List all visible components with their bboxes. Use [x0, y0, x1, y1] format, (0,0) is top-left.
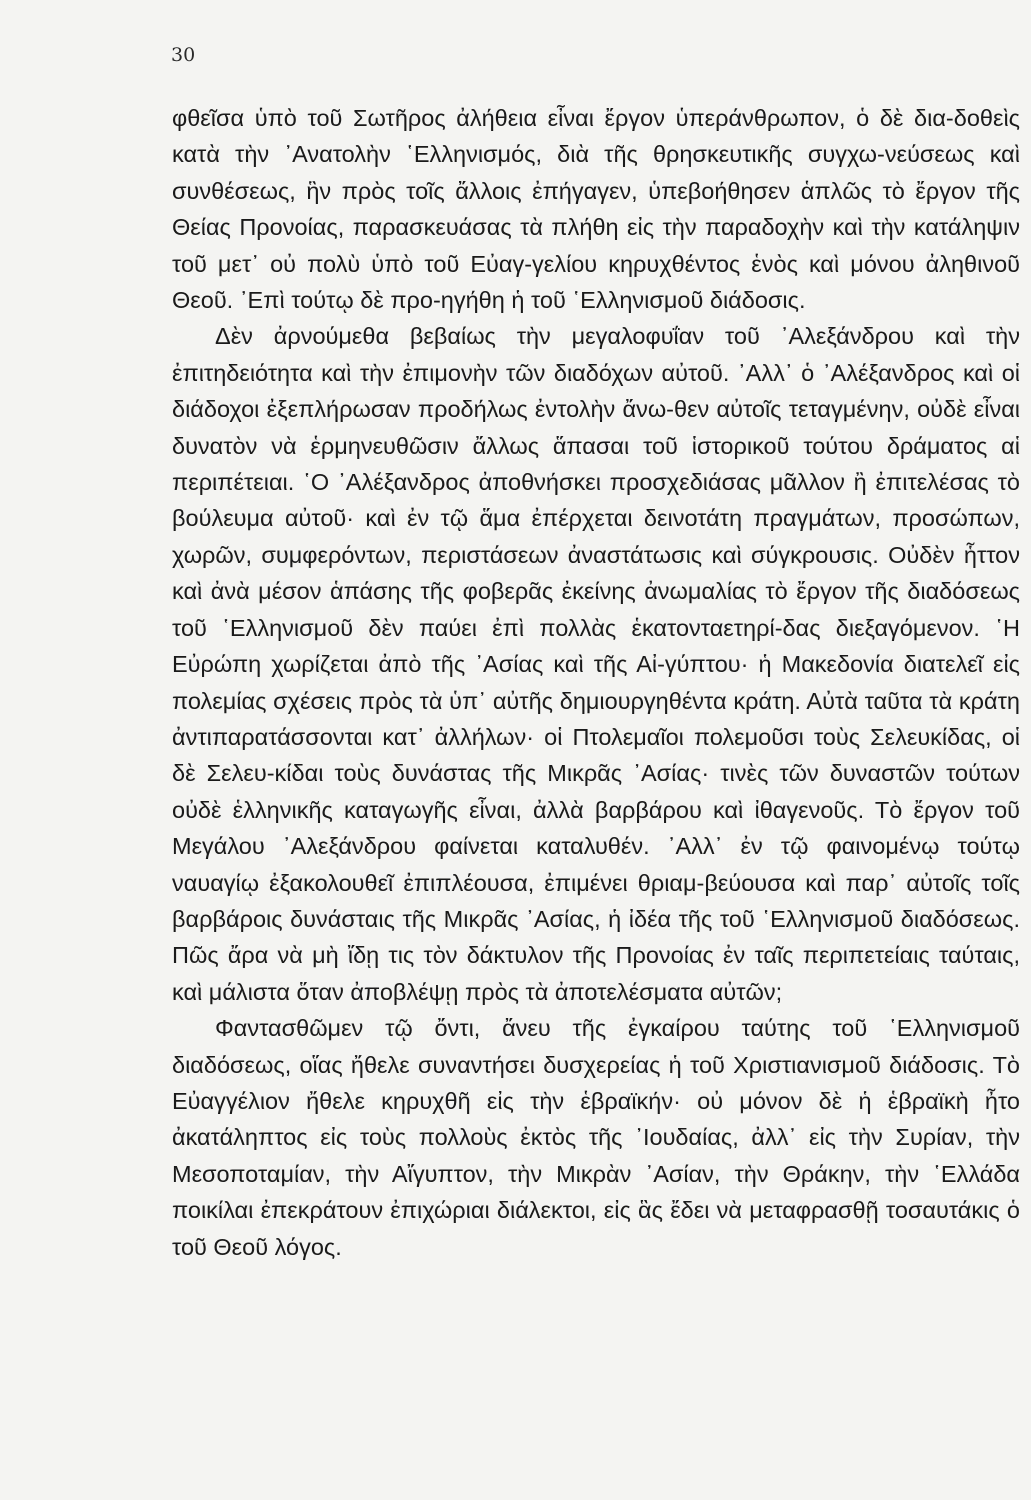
paragraph: Φαντασθῶμεν τῷ ὄντι, ἄνευ τῆς ἐγκαίρου ταύτης τοῦ ῾Ελληνισμοῦ διαδόσεως, οἵας ἤθελε συναντήσει δυσχερείας ἡ τοῦ Χριστιανισμοῦ διάδοσις. Τὸ Εὐαγγέλιον ἤθελε κηρυχθῆ εἰς τὴν ἑβραϊκήν· οὐ μόνον δὲ ἡ ἑβραϊκὴ ἦτο ἀκατάληπτος εἰς τοὺς πολλοὺς ἐκτὸς τῆς ᾿Ιουδαίας, ἀλλ᾿ εἰς τὴν Συρίαν, τὴν Μεσοποταμίαν, τὴν Αἴγυπτον, τὴν Μικρὰν ᾿Ασίαν, τὴν Θράκην, τὴν ῾Ελλάδα ποικίλαι ἐπεκράτουν ἐπιχώριαι διάλεκτοι, εἰς ἃς ἔδει νὰ μεταφρασθῇ τοσαυτάκις ὁ τοῦ Θεοῦ λόγος.	[172, 1015, 1020, 1260]
body-text	[172, 100, 1020, 1265]
page-number: 30	[171, 44, 196, 66]
paragraph: Δὲν ἀρνούμεθα βεβαίως τὴν μεγαλοφυΐαν τοῦ ᾿Αλεξάνδρου καὶ τὴν ἐπιτηδειότητα καὶ τὴν ἐπιμονὴν τῶν διαδόχων αὐτοῦ. ᾿Αλλ᾿ ὁ ᾿Αλέξανδρος καὶ οἱ διάδοχοι ἐξεπλήρωσαν προδήλως ἐντολὴν ἄνω-θεν αὐτοῖς τεταγμένην, οὐδὲ εἶναι δυνατὸν νὰ ἑρμηνευθῶσιν ἄλλως ἅπασαι τοῦ ἱστορικοῦ τούτου δράματος αἱ περιπέτειαι. ῾Ο ᾿Αλέξανδρος ἀποθνήσκει προσχεδιάσας μᾶλλον ἢ ἐπιτελέσας τὸ βούλευμα αὐτοῦ· καὶ ἐν τῷ ἅμα ἐπέρχεται δεινοτάτη πραγμάτων, προσώπων, χωρῶν, συμφερόντων, περιστάσεων ἀναστάτωσις καὶ σύγκρουσις. Οὐδὲν ἧττον καὶ ἀνὰ μέσον ἁπάσης τῆς φοβερᾶς ἐκείνης ἀνωμαλίας τὸ ἔργον τῆς διαδόσεως τοῦ ῾Ελληνισμοῦ δὲν παύει ἐπὶ πολλὰς ἑκατονταετηρί-δας διεξαγόμενον. ῾Η Εὐρώπη χωρίζεται ἀπὸ τῆς ᾿Ασίας καὶ τῆς Αἰ-γύπτου· ἡ Μακεδονία διατελεῖ εἰς πολεμίας σχέσεις πρὸς τὰ ὑπ᾿ αὐτῆς δημιουργηθέντα κράτη. Αὐτὰ ταῦτα τὰ κράτη ἀντιπαρατάσσονται κατ᾿ ἀλλήλων· οἱ Πτολεμαῖοι πολεμοῦσι τοὺς Σελευκίδας, οἱ δὲ Σελευ-κίδαι τοὺς δυνάστας τῆς Μικρᾶς ᾿Ασίας· τινὲς τῶν δυναστῶν τούτων οὐδὲ ἑλληνικῆς καταγωγῆς εἶναι, ἀλλὰ βαρβάρου καὶ ἰθαγενοῦς. Τὸ ἔργον τοῦ Μεγάλου ᾿Αλεξάνδρου φαίνεται καταλυθέν. ᾿Αλλ᾿ ἐν τῷ φαινομένῳ τούτῳ ναυαγίῳ ἐξακολουθεῖ ἐπιπλέουσα, ἐπιμένει θριαμ-βεύουσα καὶ παρ᾿ αὐτοῖς τοῖς βαρβάροις δυνάσταις τῆς Μικρᾶς ᾿Ασίας, ἡ ἰδέα τῆς τοῦ ῾Ελληνισμοῦ διαδόσεως. Πῶς ἄρα νὰ μὴ ἴδῃ τις τὸν δάκτυλον τῆς Προνοίας ἐν ταῖς περιπετείαις ταύταις, καὶ μάλιστα ὅταν ἀποβλέψῃ πρὸς τὰ ἀποτελέσματα αὐτῶν;	[172, 323, 1020, 1005]
paragraph: φθεῖσα ὑπὸ τοῦ Σωτῆρος ἀλήθεια εἶναι ἔργον ὑπεράνθρωπον, ὁ δὲ δια-δοθεὶς κατὰ τὴν ᾿Ανατολὴν ῾Ελληνισμός, διὰ τῆς θρησκευτικῆς συγχω-νεύσεως καὶ συνθέσεως, ἣν πρὸς τοῖς ἄλλοις ἐπήγαγεν, ὑπεβοήθησεν ἁπλῶς τὸ ἔργον τῆς Θείας Προνοίας, παρασκευάσας τὰ πλήθη εἰς τὴν παραδοχὴν καὶ τὴν κατάληψιν τοῦ μετ᾿ οὐ πολὺ ὑπὸ τοῦ Εὐαγ-γελίου κηρυχθέντος ἑνὸς καὶ μόνου ἀληθινοῦ Θεοῦ. ᾿Επὶ τούτῳ δὲ προ-ηγήθη ἡ τοῦ ῾Ελληνισμοῦ διάδοσις.	[172, 105, 1020, 314]
